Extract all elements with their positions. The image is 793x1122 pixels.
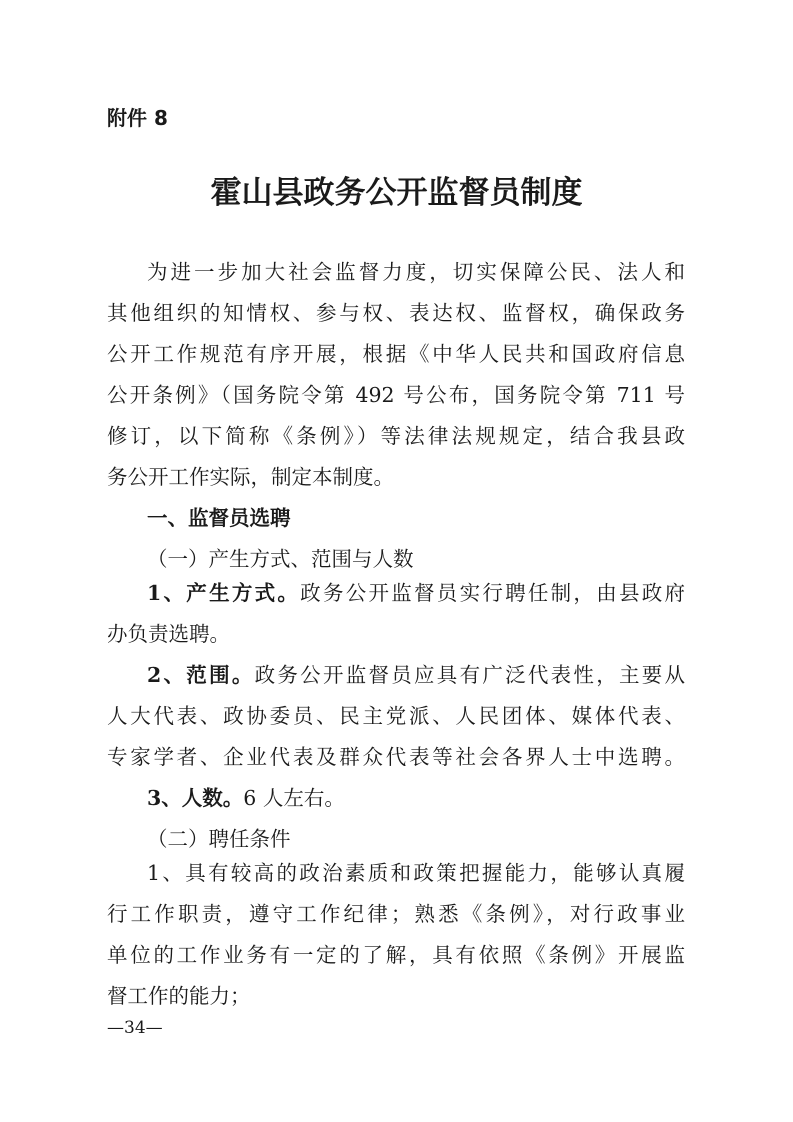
item-3-lead: 3、人数。 bbox=[147, 786, 244, 810]
item-1-line-2: 办负责选聘。 bbox=[107, 622, 230, 646]
intro-line-3: 公开工作规范有序开展，根据《中华人民共和国政府信息 bbox=[107, 342, 685, 366]
section-heading: 一、监督员选聘 bbox=[147, 506, 291, 530]
subsection-heading: （一）产生方式、范围与人数 bbox=[147, 547, 414, 571]
item-2-line-2: 人大代表、政协委员、民主党派、人民团体、媒体代表、 bbox=[107, 704, 685, 728]
intro-line-2: 其他组织的知情权、参与权、表达权、监督权，确保政务 bbox=[107, 301, 685, 325]
attachment-label: 附件 8 bbox=[107, 106, 168, 130]
item-1-line-1 bbox=[147, 579, 685, 607]
item-3-line bbox=[147, 784, 345, 812]
intro-line-1: 为进一步加大社会监督力度，切实保障公民、法人和 bbox=[147, 260, 685, 284]
condition-line-2: 行工作职责，遵守工作纪律；熟悉《条例》，对行政事业 bbox=[107, 902, 685, 926]
item-1-lead: 1、产生方式。 bbox=[147, 581, 301, 605]
subsection-heading: （二）聘任条件 bbox=[147, 827, 291, 851]
document-title: 霍山县政务公开监督员制度 bbox=[210, 175, 583, 211]
intro-line-5: 修订，以下简称《条例》）等法律法规规定，结合我县政 bbox=[107, 424, 685, 448]
item-2-line-3: 专家学者、企业代表及群众代表等社会各界人士中选聘。 bbox=[107, 745, 685, 769]
item-2-line-1 bbox=[147, 661, 685, 689]
item-2-lead: 2、范围。 bbox=[147, 663, 255, 687]
condition-line-4: 督工作的能力； bbox=[107, 984, 251, 1008]
condition-line-3: 单位的工作业务有一定的了解，具有依照《条例》开展监 bbox=[107, 943, 685, 967]
page-number: —34— bbox=[107, 1018, 163, 1038]
condition-line-1: 1、具有较高的政治素质和政策把握能力，能够认真履 bbox=[147, 861, 685, 885]
item-3-text: 6 人左右。 bbox=[243, 786, 345, 810]
intro-line-6: 务公开工作实际，制定本制度。 bbox=[107, 465, 394, 489]
intro-line-4: 公开条例》（国务院令第 492 号公布，国务院令第 711 号 bbox=[107, 383, 685, 407]
item-1-text: 政务公开监督员实行聘任制，由县政府 bbox=[300, 581, 686, 605]
item-2-text: 政务公开监督员应具有广泛代表性，主要从 bbox=[254, 663, 686, 687]
